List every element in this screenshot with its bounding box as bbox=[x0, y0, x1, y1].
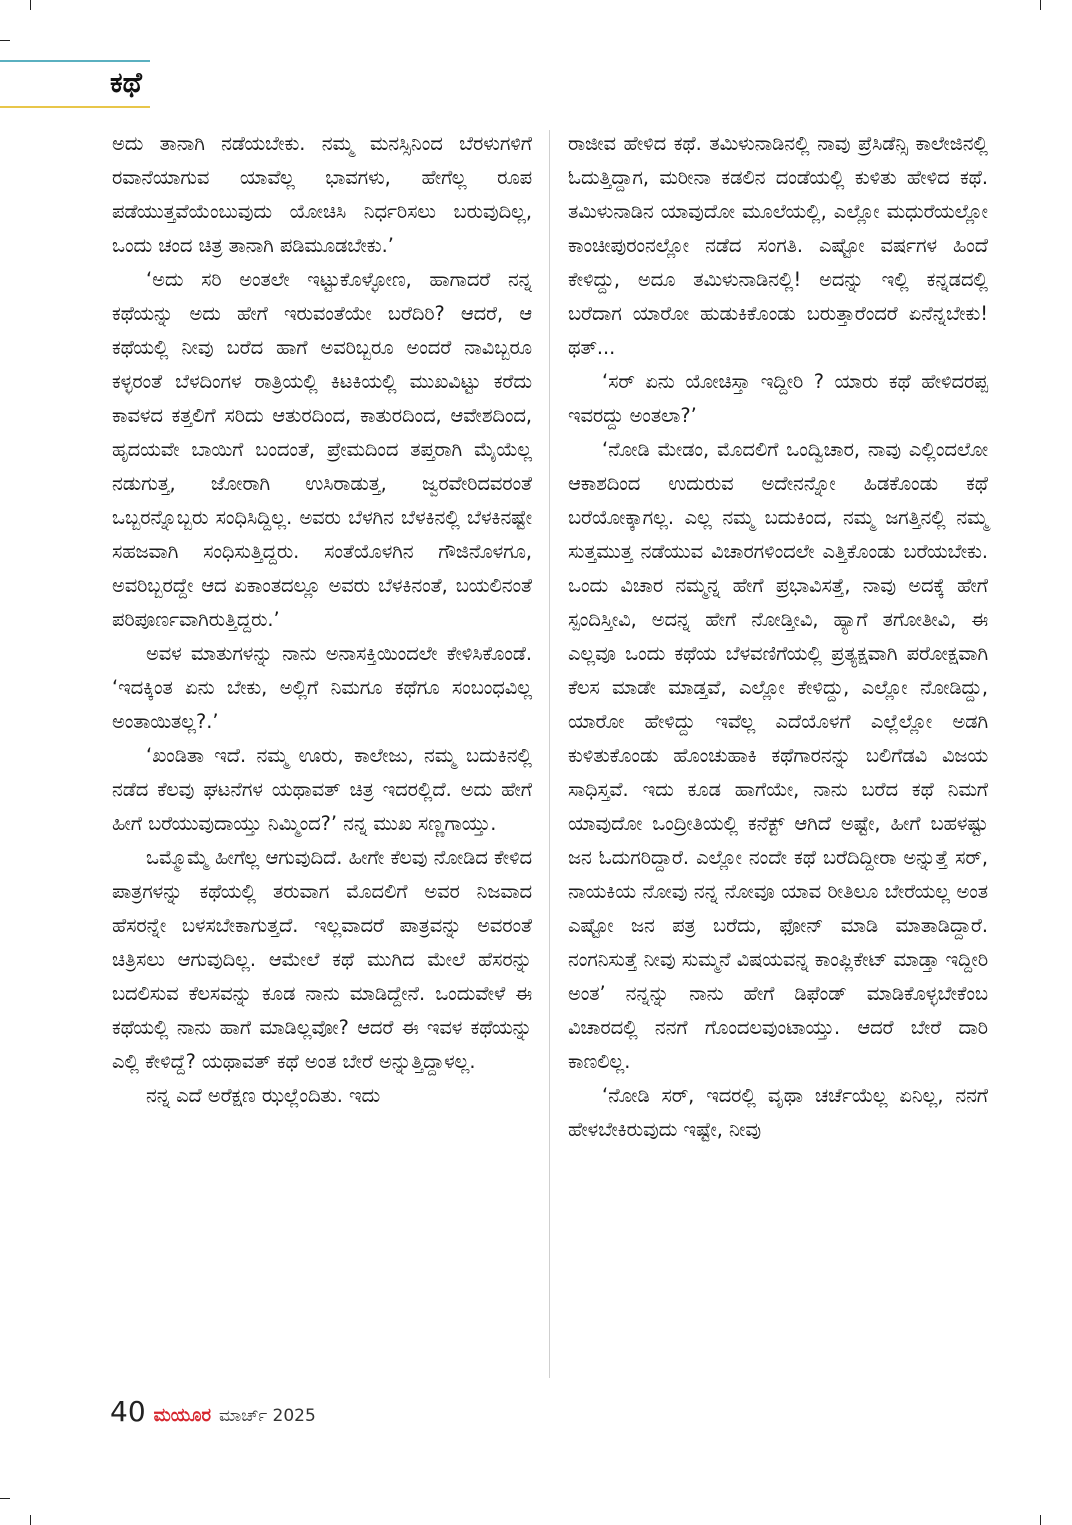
paragraph: ನನ್ನ ಎದೆ ಅರೆಕ್ಷಣ ಝಲ್ಲೆಂದಿತು. ಇದು bbox=[146, 1084, 381, 1107]
section-title: ಕಥೆ bbox=[110, 66, 142, 99]
paragraph: ‘ನೋಡಿ ಮೇಡಂ, ಮೊದಲಿಗೆ ಒಂದ್ವಿಚಾರ, ನಾವು ಎಲ್ಲಿಂದಲೋ ಆಕಾಶದಿಂದ ಉದುರುವ ಅದೇನನ್ನೋ ಹಿಡಕೊಂಡು ಕಥೆ ಬರೆಯೋಕ್ಕಾಗಲ್ಲ. ಎಲ್ಲ ನಮ್ಮ ಬದುಕಿಂದ, ನಮ್ಮ ಜಗತ್ತಿನಲ್ಲಿ ನಮ್ಮ ಸುತ್ತಮುತ್ತ ನಡೆಯುವ ವಿಚಾರಗಳಿಂದಲೇ ಎತ್ತಿಕೊಂಡು ಬರೆಯಬೇಕು. ಒಂದು ವಿಚಾರ ನಮ್ಮನ್ನ ಹೇಗೆ ಪ್ರಭಾವಿಸತ್ತೆ, ನಾವು ಅದಕ್ಕೆ ಹೇಗೆ ಸ್ಪಂದಿಸ್ತೀವಿ, ಅದನ್ನ ಹೇಗೆ ನೋಡ್ತೀವಿ, ಹ್ಯಾಗೆ ತಗೋತೀವಿ, ಈ ಎಲ್ಲವೂ ಒಂದು ಕಥೆಯ ಬೆಳವಣಿಗೆಯಲ್ಲಿ ಪ್ರತ್ಯಕ್ಷವಾಗಿ ಪರೋಕ್ಷವಾಗಿ ಕೆಲಸ ಮಾಡೇ ಮಾಡ್ತವೆ, ಎಲ್ಲೋ ಕೇಳಿದ್ದು, ಎಲ್ಲೋ ನೋಡಿದ್ದು, ಯಾರೋ ಹೇಳಿದ್ದು ಇವೆಲ್ಲ ಎದೆಯೊಳಗೆ ಎಲ್ಲೆಲ್ಲೋ ಅಡಗಿ ಕುಳಿತುಕೊಂಡು ಹೊಂಚುಹಾಕಿ ಕಥೆಗಾರನನ್ನು ಬಲಿಗೆಡವಿ ವಿಜಯ ಸಾಧಿಸ್ತವೆ. ಇದು ಕೂಡ ಹಾಗೆಯೇ, ನಾನು ಬರೆದ ಕಥೆ ನಿಮಗೆ ಯಾವುದೋ ಒಂದ್ರೀತಿಯಲ್ಲಿ ಕನೆಕ್ಟ್ ಆಗಿದೆ ಅಷ್ಟೇ, ಹೀಗೆ ಬಹಳಷ್ಟು ಜನ ಓದುಗರಿದ್ದಾರೆ. ಎಲ್ಲೋ ನಂದೇ ಕಥೆ ಬರೆದಿದ್ದೀರಾ ಅನ್ನುತ್ತೆ ಸರ್, ನಾಯಕಿಯ ನೋವು ನನ್ನ ನೋವೂ ಯಾವ ರೀತಿಲೂ ಬೇರೆಯಲ್ಲ ಅಂತ ಎಷ್ಟೋ ಜನ ಪತ್ರ ಬರೆದು, ಫೋನ್ ಮಾಡಿ ಮಾತಾಡಿದ್ದಾರೆ. ನಂಗನಿಸುತ್ತೆ ನೀವು ಸುಮ್ಮನೆ ವಿಷಯವನ್ನ ಕಾಂಪ್ಲಿಕೇಟ್ ಮಾಡ್ತಾ ಇದ್ದೀರಿ ಅಂತ’ ನನ್ನನ್ನು ನಾನು ಹೇಗೆ ಡಿಫೆಂಡ್ ಮಾಡಿಕೊಳ್ಳಬೇಕೆಂಬ ವಿಚಾರದಲ್ಲಿ ನನಗೆ ಗೊಂದಲವುಂಟಾಯ್ತು. ಆದರೆ ಬೇರೆ ದಾರಿ ಕಾಣಲಿಲ್ಲ. bbox=[568, 438, 988, 1073]
header-rule-bottom bbox=[0, 106, 150, 108]
paragraph: ‘ನೋಡಿ ಸರ್, ಇದರಲ್ಲಿ ವೃಥಾ ಚರ್ಚೆಯೆಲ್ಲ ಏನಿಲ್ಲ, ನನಗೆ ಹೇಳಬೇಕಿರುವುದು ಇಷ್ಟೇ, ನೀವು bbox=[568, 1084, 988, 1141]
page-footer bbox=[110, 1392, 316, 1432]
header-rule-top bbox=[0, 60, 150, 62]
column-divider bbox=[549, 130, 550, 1378]
crop-mark bbox=[30, 1515, 31, 1525]
paragraph: ಒಮ್ಮೊಮ್ಮೆ ಹೀಗೆಲ್ಲ ಆಗುವುದಿದೆ. ಹೀಗೇ ಕೆಲವು ನೋಡಿದ ಕೇಳಿದ ಪಾತ್ರಗಳನ್ನು ಕಥೆಯಲ್ಲಿ ತರುವಾಗ ಮೊದಲಿಗೆ ಅವರ ನಿಜವಾದ ಹೆಸರನ್ನೇ ಬಳಸಬೇಕಾಗುತ್ತದೆ. ಇಲ್ಲವಾದರೆ ಪಾತ್ರವನ್ನು ಅವರಂತೆ ಚಿತ್ರಿಸಲು ಆಗುವುದಿಲ್ಲ. ಆಮೇಲೆ ಕಥೆ ಮುಗಿದ ಮೇಲೆ ಹೆಸರನ್ನು ಬದಲಿಸುವ ಕೆಲಸವನ್ನು ಕೂಡ ನಾನು ಮಾಡಿದ್ದೇನೆ. ಒಂದುವೇಳೆ ಈ ಕಥೆಯಲ್ಲಿ ನಾನು ಹಾಗೆ ಮಾಡಿಲ್ಲವೋ? ಆದರೆ ಈ ಇವಳ ಕಥೆಯನ್ನು ಎಲ್ಲಿ ಕೇಳಿದ್ದೆ? ಯಥಾವತ್ ಕಥೆ ಅಂತ ಬೇರೆ ಅನ್ನುತ್ತಿದ್ದಾಳಲ್ಲ. bbox=[112, 846, 532, 1073]
paragraph: ರಾಜೀವ ಹೇಳಿದ ಕಥೆ. ತಮಿಳುನಾಡಿನಲ್ಲಿ ನಾವು ಪ್ರೆಸಿಡೆನ್ಸಿ ಕಾಲೇಜಿನಲ್ಲಿ ಓದುತ್ತಿದ್ದಾಗ, ಮರೀನಾ ಕಡಲಿನ ದಂಡೆಯಲ್ಲಿ ಕುಳಿತು ಹೇಳಿದ ಕಥೆ. ತಮಿಳುನಾಡಿನ ಯಾವುದೋ ಮೂಲೆಯಲ್ಲಿ, ಎಲ್ಲೋ ಮಧುರೆಯಲ್ಲೋ ಕಾಂಚೀಪುರಂನಲ್ಲೋ ನಡೆದ ಸಂಗತಿ. ಎಷ್ಟೋ ವರ್ಷಗಳ ಹಿಂದೆ ಕೇಳಿದ್ದು, ಅದೂ ತಮಿಳುನಾಡಿನಲ್ಲಿ! ಅದನ್ನು ಇಲ್ಲಿ ಕನ್ನಡದಲ್ಲಿ ಬರೆದಾಗ ಯಾರೋ ಹುಡುಕಿಕೊಂಡು ಬರುತ್ತಾರೆಂದರೆ ಏನೆನ್ನಬೇಕು! ಥತ್... bbox=[568, 132, 988, 359]
issue-date: ಮಾರ್ಚ್ 2025 bbox=[219, 1406, 316, 1426]
paragraph: ‘ಅದು ಸರಿ ಅಂತಲೇ ಇಟ್ಟುಕೊಳ್ಳೋಣ, ಹಾಗಾದರೆ ನನ್ನ ಕಥೆಯನ್ನು ಅದು ಹೇಗೆ ಇರುವಂತೆಯೇ ಬರೆದಿರಿ? ಆದರೆ, ಆ ಕಥೆಯಲ್ಲಿ ನೀವು ಬರೆದ ಹಾಗೆ ಅವರಿಬ್ಬರೂ ಅಂದರೆ ನಾವಿಬ್ಬರೂ ಕಳ್ಳರಂತೆ ಬೆಳದಿಂಗಳ ರಾತ್ರಿಯಲ್ಲಿ ಕಿಟಕಿಯಲ್ಲಿ ಮುಖವಿಟ್ಟು ಕರೆದು ಕಾವಳದ ಕತ್ತಲಿಗೆ ಸರಿದು ಆತುರದಿಂದ, ಕಾತುರದಿಂದ, ಆವೇಶದಿಂದ, ಹೃದಯವೇ ಬಾಯಿಗೆ ಬಂದಂತೆ, ಪ್ರೇಮದಿಂದ ತಪ್ತರಾಗಿ ಮೈಯೆಲ್ಲ ನಡುಗುತ್ತ, ಜೋರಾಗಿ ಉಸಿರಾಡುತ್ತ, ಜ್ವರವೇರಿದವರಂತೆ ಒಬ್ಬರನ್ನೊಬ್ಬರು ಸಂಧಿಸಿದ್ದಿಲ್ಲ. ಅವರು ಬೆಳಗಿನ ಬೆಳಕಿನಲ್ಲಿ ಬೆಳಕಿನಷ್ಟೇ ಸಹಜವಾಗಿ ಸಂಧಿಸುತ್ತಿದ್ದರು. ಸಂತೆಯೊಳಗಿನ ಗೌಜಿನೊಳಗೂ, ಅವರಿಬ್ಬರದ್ದೇ ಆದ ಏಕಾಂತದಲ್ಲೂ ಅವರು ಬೆಳಕಿನಂತೆ, ಬಯಲಿನಂತೆ ಪರಿಪೂರ್ಣವಾಗಿರುತ್ತಿದ್ದರು.’ bbox=[112, 268, 532, 631]
page-number: 40 bbox=[110, 1395, 146, 1428]
magazine-logo: ಮಯೂರ bbox=[153, 1405, 212, 1426]
crop-mark bbox=[1040, 1515, 1041, 1525]
paragraph: ಅದು ತಾನಾಗಿ ನಡೆಯಬೇಕು. ನಮ್ಮ ಮನಸ್ಸಿನಿಂದ ಬೆರಳುಗಳಿಗೆ ರವಾನೆಯಾಗುವ ಯಾವೆಲ್ಲ ಭಾವಗಳು, ಹೇಗೆಲ್ಲ ರೂಪ ಪಡೆಯುತ್ತವೆಯೆಂಬುವುದು ಯೋಚಿಸಿ ನಿರ್ಧರಿಸಲು ಬರುವುದಿಲ್ಲ, ಒಂದು ಚಂದ ಚಿತ್ರ ತಾನಾಗಿ ಪಡಿಮೂಡಬೇಕು.’ bbox=[112, 132, 532, 257]
crop-mark bbox=[1040, 0, 1041, 10]
crop-mark bbox=[0, 1498, 10, 1499]
paragraph: ‘ಖಂಡಿತಾ ಇದೆ. ನಮ್ಮ ಊರು, ಕಾಲೇಜು, ನಮ್ಮ ಬದುಕಿನಲ್ಲಿ ನಡೆದ ಕೆಲವು ಘಟನೆಗಳ ಯಥಾವತ್ ಚಿತ್ರ ಇದರಲ್ಲಿದೆ. ಅದು ಹೇಗೆ ಹೀಗೆ ಬರೆಯುವುದಾಯ್ತು ನಿಮ್ಮಿಂದ?’ ನನ್ನ ಮುಖ ಸಣ್ಣಗಾಯ್ತು. bbox=[112, 744, 532, 835]
paragraph: ‘ಸರ್ ಏನು ಯೋಚಿಸ್ತಾ ಇದ್ದೀರಿ ? ಯಾರು ಕಥೆ ಹೇಳಿದರಪ್ಪ ಇವರದ್ದು ಅಂತಲಾ?’ bbox=[568, 370, 988, 427]
article-column-left bbox=[112, 127, 532, 1113]
crop-mark bbox=[0, 40, 10, 41]
crop-mark bbox=[30, 0, 31, 10]
article-column-right bbox=[568, 127, 988, 1147]
paragraph: ಅವಳ ಮಾತುಗಳನ್ನು ನಾನು ಅನಾಸಕ್ತಿಯಿಂದಲೇ ಕೇಳಿಸಿಕೊಂಡೆ. ‘ಇದಕ್ಕಿಂತ ಏನು ಬೇಕು, ಅಲ್ಲಿಗೆ ನಿಮಗೂ ಕಥೆಗೂ ಸಂಬಂಧವಿಲ್ಲ ಅಂತಾಯಿತಲ್ಲ?.’ bbox=[112, 642, 532, 733]
